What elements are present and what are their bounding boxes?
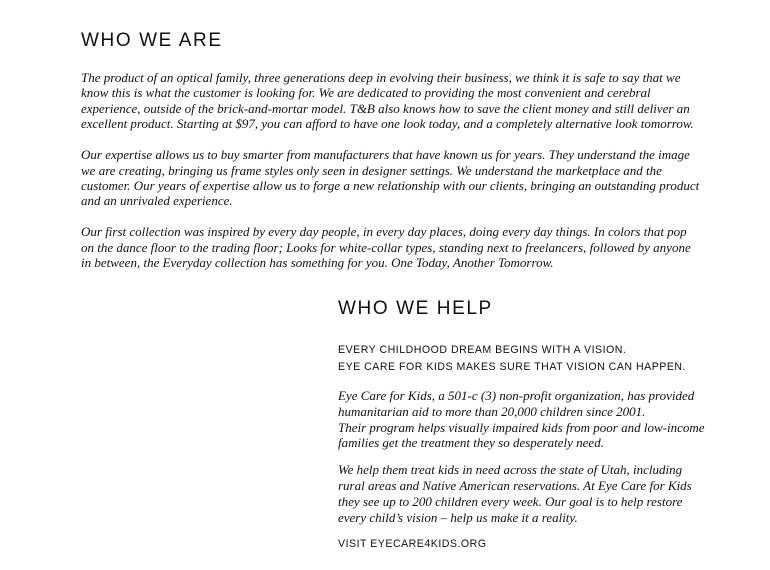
who-we-are-heading: WHO WE ARE [81, 30, 223, 51]
paragraph-line: Their program helps visually impaired kids from poor and low-income families get the treatment they so desperately need. [338, 419, 705, 451]
who-we-help-heading: WHO WE HELP [338, 298, 493, 319]
who-we-help-paragraph [338, 388, 710, 451]
who-we-help-tagline [338, 342, 710, 376]
visit-eyecare4kids-link[interactable]: VISIT EYECARE4KIDS.ORG [338, 538, 487, 551]
who-we-are-paragraph: Our first collection was inspired by every day people, in every day places, doing every day things. In colors that pop on the dance floor to the trading floor; Looks for white-collar types, standing next to freelancers, followed by anyone in between, the Everyday collection has something for you. One Today, Another Tomorrow. [81, 224, 691, 271]
who-we-are-paragraph: Our expertise allows us to buy smarter from manufacturers that have known us for years. They understand the image we are creating, bringing us frame styles only seen in designer settings. We understand the marketplace and the customer. Our years of expertise allow us to forge a new relationship with our clients, bringing an outstanding product and an unrivaled experience. [81, 147, 700, 209]
who-we-are-body [81, 70, 701, 286]
tagline-line: EYE CARE FOR KIDS MAKES SURE THAT VISION CAN HAPPEN. [338, 361, 687, 373]
who-we-help-paragraph: We help them treat kids in need across the state of Utah, including rural areas and Native American reservations. At Eye Care for Kids they see up to 200 children every week. Our goal is to help restore every child’s vision – help us make it a reality. [338, 462, 692, 525]
paragraph-line: Eye Care for Kids, a 501-c (3) non-profit organization, has provided humanitarian aid to more than 20,000 children since 2001. [338, 388, 695, 419]
who-we-are-paragraph: The product of an optical family, three generations deep in evolving their business, we think it is safe to say that we know this is what the customer is looking for. We are dedicated to providing the most convenient and cerebral experience, outside of the brick-and-mortar model. T&B also knows how to save the client money and still deliver an excellent product. Starting at $97, you can afford to have one look today, and a completely alternative look tomorrow. [81, 70, 694, 132]
tagline-line: EVERY CHILDHOOD DREAM BEGINS WITH A VISION. [338, 344, 627, 356]
who-we-help-body [338, 342, 710, 553]
